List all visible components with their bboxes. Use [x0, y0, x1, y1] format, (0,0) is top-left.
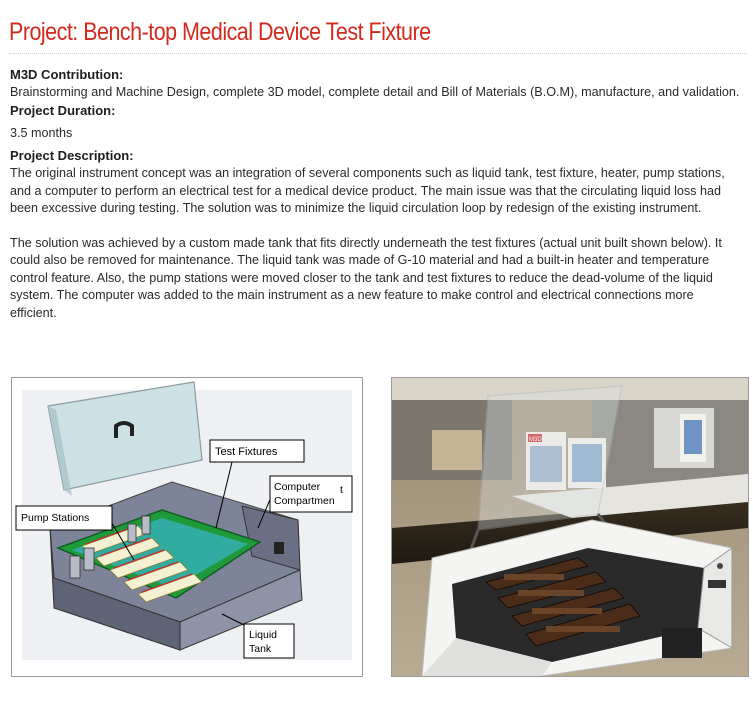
description-heading: Project Description:: [10, 148, 134, 163]
title-divider: [9, 53, 747, 54]
duration-heading: Project Duration:: [10, 102, 116, 118]
pump-stations-label: Pump Stations: [21, 512, 90, 524]
actual-unit-illustration: [392, 378, 748, 676]
test-fixtures-label: Test Fixtures: [215, 446, 278, 458]
poster-brand: M3D: [529, 437, 542, 443]
actual-unit-photo: [391, 377, 749, 677]
computer-label-line2: Compartmen: [274, 495, 335, 507]
computer-label-line1: Computer: [274, 481, 321, 493]
description-paragraph-2: The solution was achieved by a custom made tank that fits directly underneath the test fixtures (actual unit built shown below). It could also be removed for maintenance. The liquid tank was made of G-10 material and had a built-in heater and temperature control feature. Also, the pump stations were moved closer to the tank and test fixtures to reduce the dead-volume of the liquid system. The computer was added to the main instrument as a new feature to make control and electrical connections more efficient.: [10, 235, 722, 320]
contribution-heading: M3D Contribution:: [10, 67, 124, 82]
cad-model-figure: [11, 377, 363, 677]
project-details: [10, 66, 740, 322]
description-paragraph-1: The original instrument concept was an integration of several components such as liquid tank, test fixture, heater, pump stations, and a computer to perform an electrical test for a medical device product. The main issue was that the circulating liquid loss had been excessive during testing. The solution was to minimize the liquid circulation loop by redesign of the existing instrument.: [10, 166, 725, 215]
cad-model-illustration: [12, 378, 362, 676]
liquid-tank-label-line1: Liquid: [249, 629, 278, 641]
duration-text: 3.5 months: [10, 125, 73, 140]
computer-label-suffix: t: [340, 484, 343, 496]
contribution-text: Brainstorming and Machine Design, complete 3D model, complete detail and Bill of Materials (B.O.M), manufacture, and validation.: [10, 85, 740, 99]
liquid-tank-label-line2: Tank: [249, 643, 272, 655]
page-title: Project: Bench-top Medical Device Test Fixture: [9, 18, 431, 46]
